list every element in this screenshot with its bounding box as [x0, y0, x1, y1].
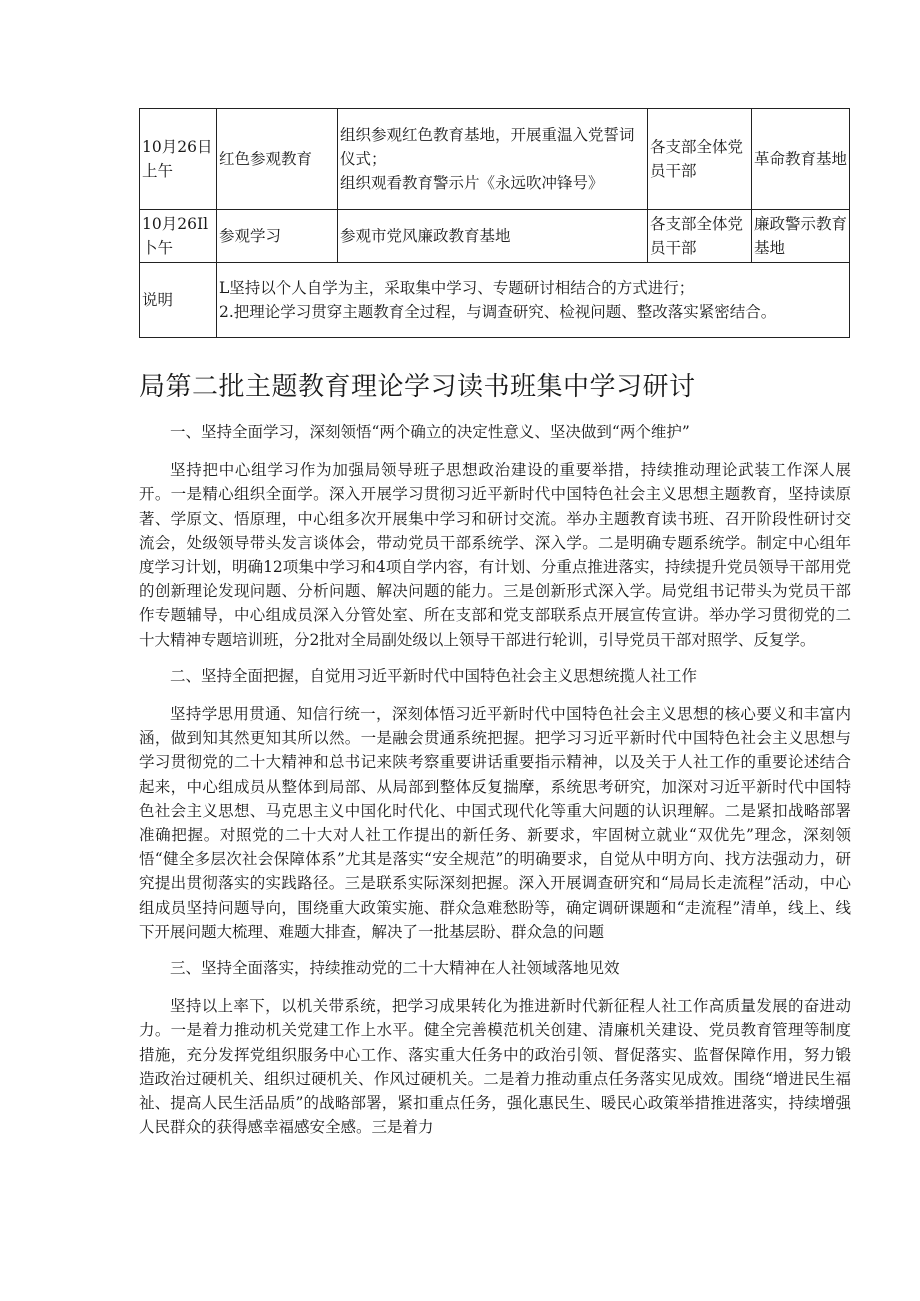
table-row	[140, 109, 850, 210]
location-cell: 革命教育基地	[752, 109, 850, 210]
note-cell	[217, 263, 850, 338]
content-line: 参观市党风廉政教育基地	[340, 227, 511, 245]
document-title: 局第二批主题教育理论学习读书班集中学习研讨	[139, 372, 696, 402]
schedule-table	[139, 108, 850, 338]
document-body	[139, 420, 851, 1151]
time-cell: 10月26日上午	[140, 109, 217, 210]
section-paragraph: 坚持学思用贯通、知信行统一，深刻体悟习近平新时代中国特色社会主义思想的核心要义和丰富内涵，做到知其然更知其所以然。一是融会贯通系统把握。把学习习近平新时代中国特色社会主义思想与学习贯彻党的二十大精神和总书记来陕考察重要讲话重要指示精神，以及关于人社工作的重要论述结合起来，中心组成员从整体到局部、从局部到整体反复揣摩，系统思考研究，加深对习近平新时代中国特色社会主义思想、马克思主义中国化时代化、中国式现代化等重大问题的认识理解。二是紧扣战略部署准确把握。对照党的二十大对人社工作提出的新任务、新要求，牢固树立就业“双优先”理念，深刻领悟“健全多层次社会保障体系”尤其是落实“安全规范”的明确要求，自觉从中明方向、找方法强动力，研究提出贯彻落实的实践路径。三是联系实际深刻把握。深入开展调查研究和“局局长走流程”活动，中心组成员坚持问题导向，围绕重大政策实施、群众急难愁盼等，确定调研课题和“走流程”清单，线上、线下开展问题大梳理、难题大排查，解决了一批基层盼、群众急的问题	[139, 705, 851, 941]
section-heading: 三、坚持全面落实，持续推动党的二十大精神在人社领域落地见效	[170, 959, 620, 978]
table-note-row	[140, 263, 850, 338]
note-label: 说明	[140, 263, 217, 338]
activity-cell: 参观学习	[217, 210, 338, 263]
note-line: L坚持以个人自学为主，采取集中学习、专题研讨相结合的方式进行；	[219, 279, 695, 297]
time-cell: 10月26Il卜午	[140, 210, 217, 263]
note-line: 2.把理论学习贯穿主题教育全过程，与调查研究、检视问题、整改落实紧密结合。	[219, 303, 777, 321]
table-row	[140, 210, 850, 263]
participants-cell: 各支部全体党员干部	[648, 210, 752, 263]
activity-cell: 红色参观教育	[217, 109, 338, 210]
content-line: 组织参观红色教育基地，开展重温入党誓词仪式；	[340, 126, 635, 168]
location-cell: 廉政警示教育基地	[752, 210, 850, 263]
section-paragraph: 坚持把中心组学习作为加强局领导班子思想政治建设的重要举措，持续推动理论武装工作深人展开。一是精心组织全面学。深入开展学习贯彻习近平新时代中国特色社会主义思想主题教育，坚持读原著、学原文、悟原理，中心组多次开展集中学习和研讨交流。举办主题教育读书班、召开阶段性研讨交流会，处级领导带头发言谈体会，带动党员干部系统学、深入学。二是明确专题系统学。制定中心组年度学习计划，明确12项集中学习和4项自学内容，有计划、分重点推进落实，持续提升党员领导干部用党的创新理论发现问题、分析问题、解决问题的能力。三是创新形式深入学。局党组书记带头为党员干部作专题辅导，中心组成员深入分管处室、所在支部和党支部联系点开展宣传宣讲。举办学习贯彻党的二十大精神专题培训班，分2批对全局副处级以上领导干部进行轮训，引导党员干部对照学、反复学。	[139, 461, 851, 649]
content-cell	[338, 109, 648, 210]
section-heading: 一、坚持全面学习，深刻领悟“两个确立的决定性意义、坚决做到“两个维护”	[170, 423, 690, 441]
section-heading: 二、坚持全面把握，自觉用习近平新时代中国特色社会主义思想统揽人社工作	[170, 666, 698, 685]
participants-cell: 各支部全体党员干部	[648, 109, 752, 210]
content-line: 组织观看教育警示片《永远吹冲锋号》	[340, 174, 604, 192]
content-cell	[338, 210, 648, 263]
section-paragraph: 坚持以上率下，以机关带系统，把学习成果转化为推进新时代新征程人社工作高质量发展的奋进动力。一是着力推动机关党建工作上水平。健全完善模范机关创建、清廉机关建设、党员教育管理等制度措施，充分发挥党组织服务中心工作、落实重大任务中的政治引领、督促落实、监督保障作用，努力锻造政治过硬机关、组织过硬机关、作风过硬机关。二是着力推动重点任务落实见成效。围绕“增进民生福祉、提高人民生活品质”的战略部署，紧扣重点任务，强化惠民生、暖民心政策举措推进落实，持续增强人民群众的获得感幸福感安全感。三是着力	[139, 997, 851, 1137]
